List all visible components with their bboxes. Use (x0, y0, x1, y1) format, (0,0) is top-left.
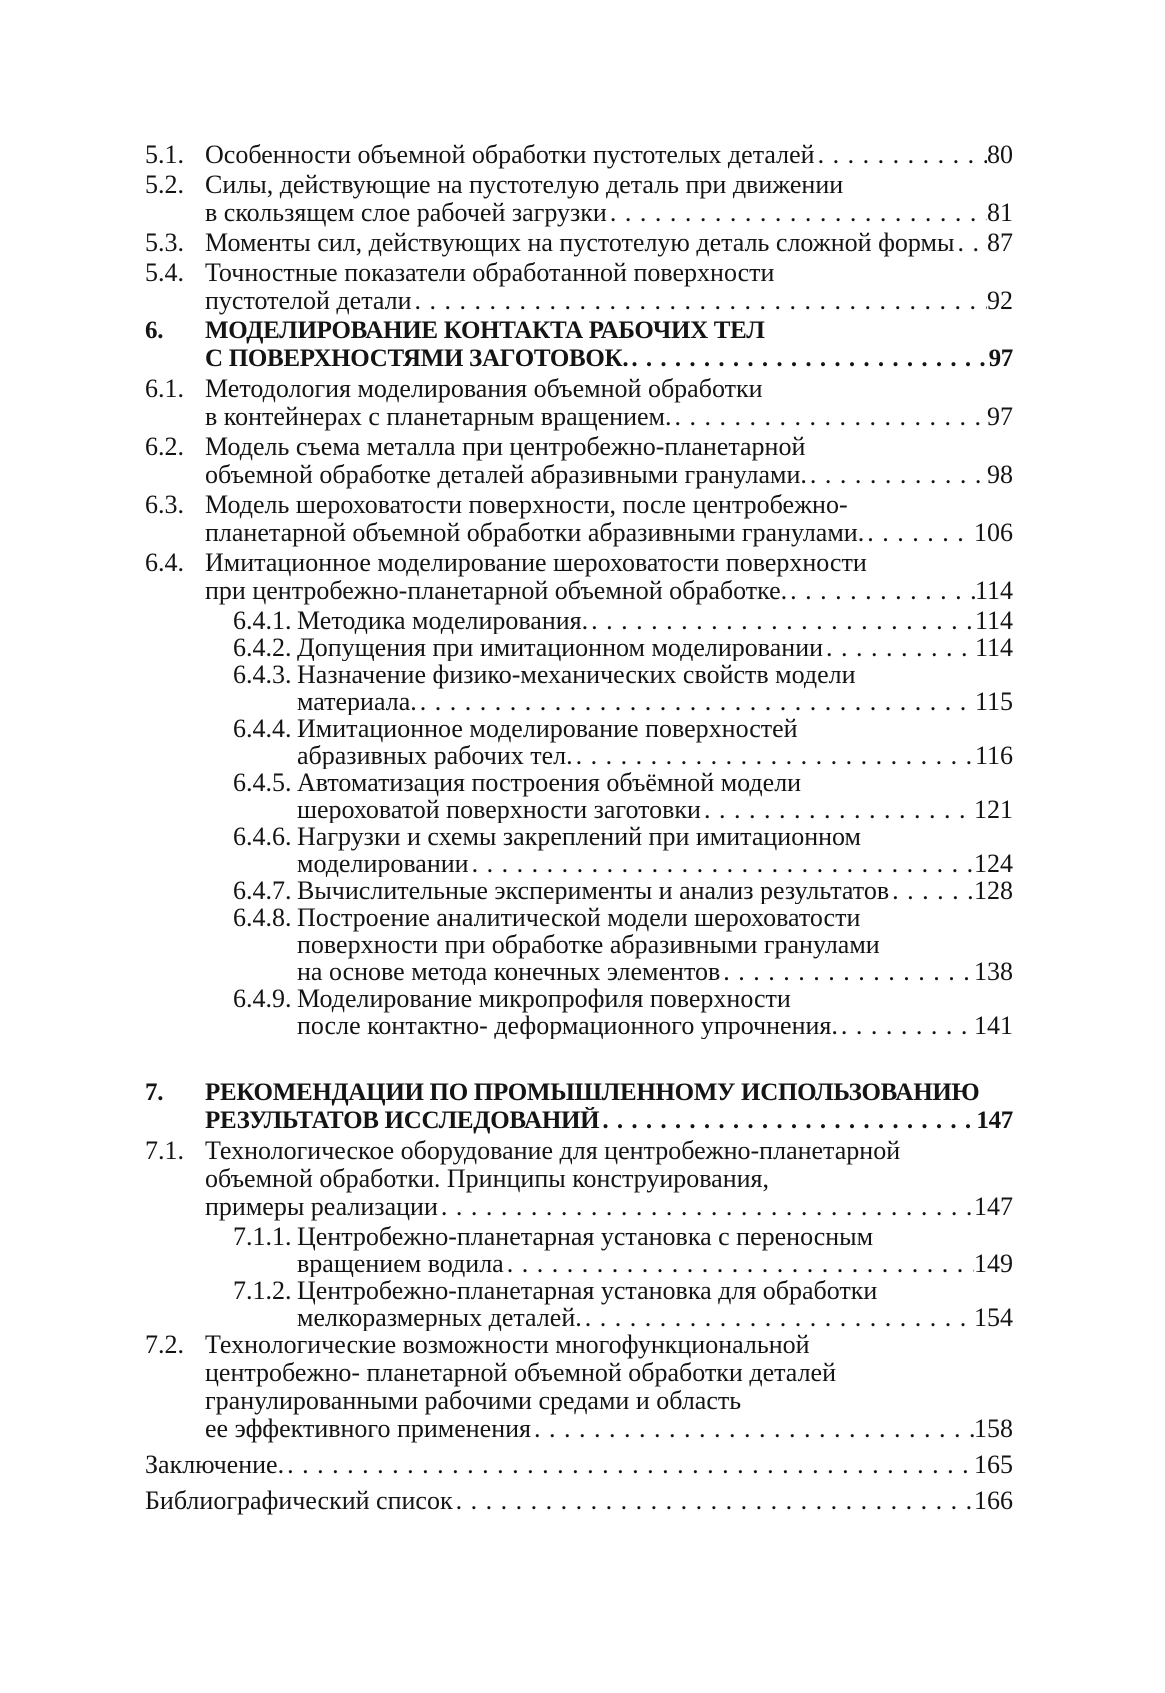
toc-page-number: 124 (974, 850, 1013, 877)
toc-entry-number: 6.4.6. (233, 822, 292, 851)
toc-entry (145, 171, 1013, 227)
toc-entry-title-line (297, 958, 1013, 985)
toc-entry-number: 6.3. (145, 490, 184, 519)
dot-leader (672, 403, 988, 431)
dot-leader (720, 958, 974, 985)
toc-entry-number: 6.4.8. (233, 903, 292, 932)
toc-entry-body (297, 1277, 1013, 1331)
toc-entry-number: 6.2. (145, 432, 184, 461)
toc-entry-title-line (297, 634, 1013, 661)
toc-entry-number: 6.4.2. (233, 633, 292, 662)
toc-entry-body (297, 904, 1013, 985)
toc-entry (145, 1277, 1013, 1331)
toc-page-number: 80 (987, 141, 1013, 169)
dot-leader (815, 141, 987, 169)
toc-page-number: 154 (974, 1304, 1013, 1331)
toc-entry-body (297, 823, 1013, 877)
toc-entry-title-line: гранулированными рабочими средами и область (205, 1386, 742, 1415)
toc-entry-title-line: Нагрузки и схемы закреплений при имитационном (297, 822, 861, 851)
toc-entry-title-line: Центробежно-планетарная установка с переносным (297, 1222, 874, 1251)
toc-entry-number: 6.4.5. (233, 768, 292, 797)
toc-entry-title-line: Модель съема металла при центробежно-планетарной (205, 432, 806, 461)
toc-entry-number: 6.4.9. (233, 984, 292, 1013)
toc-entry-body (205, 549, 1013, 605)
toc-entry-title-text: абразивных рабочих тел. (297, 742, 573, 769)
toc-entry (145, 985, 1013, 1039)
toc-entry-number: 7.1.2. (233, 1276, 292, 1305)
toc-entry-number: 6.1. (145, 374, 184, 403)
toc-page-number: 149 (974, 1250, 1013, 1277)
toc-entry-number: 5.4. (145, 258, 184, 287)
toc-entry-title-text: материала. (297, 688, 417, 715)
toc-entry-title-line: Точностные показатели обработанной поверхности (205, 258, 775, 287)
toc-entry-title-text: Библиографический список (145, 1487, 453, 1515)
toc-entry-title-line (205, 287, 1013, 315)
dot-leader (864, 519, 974, 547)
toc-entry-title-text: в скользящем слое рабочей загрузки (205, 199, 607, 227)
toc-entry-title-line (297, 877, 1013, 904)
toc-entry-title-line (297, 796, 1013, 823)
toc-entry-number: 6.4.1. (233, 606, 292, 635)
toc-entry-title-line (205, 461, 1013, 489)
toc-page-number: 128 (974, 877, 1013, 904)
toc-entry-title-line: Технологическое оборудование для центробежно-планетарной (205, 1136, 901, 1165)
toc-entry-number: 5.3. (145, 228, 184, 257)
toc-entry-title-line: Силы, действующие на пустотелую деталь при движении (205, 170, 844, 199)
toc-entry (145, 433, 1013, 489)
toc-entry (145, 141, 1013, 169)
toc-entry (145, 1451, 1013, 1479)
toc-entry-title-line (297, 1012, 1013, 1039)
toc-entry-title-text: Особенности объемной обработки пустотелых деталей (205, 141, 815, 169)
toc-page-number: 121 (974, 796, 1013, 823)
toc-page-number: 115 (974, 688, 1013, 715)
dot-leader (469, 850, 974, 877)
toc-entry-title-line (297, 688, 1013, 715)
toc-entry (145, 1223, 1013, 1277)
toc-entry (145, 1079, 1013, 1135)
toc-entry (145, 375, 1013, 431)
toc-entry-body (205, 491, 1013, 547)
toc-entry (145, 549, 1013, 605)
toc-entry (145, 1487, 1013, 1515)
dot-leader (607, 199, 987, 227)
toc-entry (145, 491, 1013, 547)
toc-entry-number: 6.4.4. (233, 714, 292, 743)
dot-leader (807, 461, 987, 489)
toc-entry-title-line: Автоматизация построения объёмной модели (297, 768, 802, 797)
toc-entry-body (205, 433, 1013, 489)
toc-entry-title-text: примеры реализации (205, 1193, 438, 1221)
toc-entry-title-text: планетарной объемной обработки абразивными гранулами. (205, 519, 865, 547)
toc-entry-body (205, 1079, 1013, 1135)
toc-entry (145, 769, 1013, 823)
dot-leader (599, 1107, 976, 1135)
dot-leader (889, 877, 974, 904)
dot-leader (823, 634, 975, 661)
dot-leader (838, 1012, 974, 1039)
toc-entry (145, 715, 1013, 769)
dot-leader (531, 1415, 974, 1443)
toc-entry-body (205, 375, 1013, 431)
toc-entry-body (145, 1451, 1013, 1479)
toc-entry-title-text: РЕЗУЛЬТАТОВ ИССЛЕДОВАНИЙ (205, 1107, 600, 1134)
toc-entry (145, 661, 1013, 715)
toc-entry-title-text: Моменты сил, действующих на пустотелую деталь сложной формы (205, 229, 955, 257)
toc-entry-title-text: моделировании (297, 850, 469, 877)
toc-entry-title-line: Имитационное моделирование поверхностей (297, 714, 798, 743)
toc-entry-number: 6. (145, 317, 164, 344)
toc-entry-title-line: центробежно- планетарной объемной обработки деталей (205, 1358, 836, 1387)
toc-entry-title-line: Методология моделирования объемной обработки (205, 374, 763, 403)
toc-entry-title-line (297, 850, 1013, 877)
toc-entry-title-line (297, 1304, 1013, 1331)
table-of-contents (145, 141, 1013, 1515)
toc-page-number: 114 (974, 634, 1013, 661)
toc-entry-body (205, 229, 1013, 257)
dot-leader (453, 1487, 974, 1515)
toc-entry-title-text: после контактно- деформационного упрочнения. (297, 1012, 838, 1039)
dot-leader (954, 229, 987, 257)
toc-entry-body (205, 1137, 1013, 1221)
toc-entry-body (297, 634, 1013, 661)
toc-entry-title-text: Вычислительные эксперименты и анализ результатов (297, 877, 890, 904)
toc-entry-title-line: Имитационное моделирование шероховатости поверхности (205, 548, 867, 577)
toc-entry-title-line: Построение аналитической модели шероховатости (297, 903, 861, 932)
toc-entry-body (297, 715, 1013, 769)
toc-page-number: 158 (974, 1415, 1013, 1443)
toc-entry-body (205, 317, 1013, 373)
dot-leader (588, 607, 975, 634)
toc-page-number: 87 (987, 229, 1013, 257)
toc-page-number: 147 (976, 1107, 1013, 1134)
toc-entry-body (297, 607, 1013, 634)
dot-leader (284, 1451, 974, 1479)
dot-leader (628, 345, 988, 373)
toc-entry-body (297, 985, 1013, 1039)
toc-entry-number: 7.1. (145, 1136, 184, 1165)
toc-entry-number: 6.4. (145, 548, 184, 577)
toc-entry-body (205, 141, 1013, 169)
toc-entry-title-line: поверхности при обработке абразивными гранулами (297, 930, 880, 959)
toc-page-number: 81 (987, 199, 1013, 227)
toc-entry-body (205, 171, 1013, 227)
toc-entry-title-line (205, 577, 1013, 605)
toc-entry-title-line (205, 1107, 1013, 1135)
toc-entry-body (297, 1223, 1013, 1277)
toc-page-number: 92 (987, 287, 1013, 315)
toc-entry (145, 823, 1013, 877)
toc-entry-title-line: Центробежно-планетарная установка для обработки (297, 1276, 878, 1305)
toc-entry (145, 607, 1013, 634)
toc-entry-number: 5.1. (145, 140, 184, 169)
toc-entry-title-line (205, 519, 1013, 547)
dot-leader (582, 1304, 974, 1331)
toc-entry-title-text: ее эффективного применения (205, 1415, 532, 1443)
toc-entry-body (297, 769, 1013, 823)
toc-page-number: 166 (974, 1487, 1013, 1515)
toc-entry-title-line (205, 141, 1013, 169)
toc-entry-title-line (297, 1250, 1013, 1277)
toc-entry-body (145, 1487, 1013, 1515)
toc-entry-body (297, 661, 1013, 715)
toc-entry-title-text: вращением водила (297, 1250, 504, 1277)
toc-page-number: 106 (974, 519, 1013, 547)
dot-leader (438, 1193, 974, 1221)
toc-entry-title-line (297, 607, 1013, 634)
toc-page-number: 165 (974, 1451, 1013, 1479)
toc-entry-body (205, 1331, 1013, 1443)
toc-entry-title-line: МОДЕЛИРОВАНИЕ КОНТАКТА РАБОЧИХ ТЕЛ (205, 317, 765, 344)
toc-entry-title-line: Назначение физико-механических свойств модели (297, 660, 856, 689)
toc-entry-title-text: шероховатой поверхности заготовки (297, 796, 701, 823)
toc-entry-number: 6.4.7. (233, 876, 292, 905)
toc-entry-number: 7. (145, 1079, 164, 1106)
toc-entry-title-line: объемной обработки. Принципы конструирования, (205, 1164, 770, 1193)
toc-entry-title-line: Моделирование микропрофиля поверхности (297, 984, 791, 1013)
toc-entry-title-line (145, 1451, 1013, 1479)
toc-entry-title-text: в контейнерах с планетарным вращением. (205, 403, 672, 431)
toc-entry-title-line: Технологические возможности многофункциональной (205, 1330, 810, 1359)
dot-leader (701, 796, 974, 823)
dot-leader (573, 742, 975, 769)
toc-page-number: 97 (988, 345, 1013, 372)
toc-entry-title-text: С ПОВЕРХНОСТЯМИ ЗАГОТОВОК. (205, 345, 629, 372)
toc-entry-title-text: Заключение. (145, 1451, 285, 1479)
toc-page-number: 97 (987, 403, 1013, 431)
toc-entry-title-text: Методика моделирования. (297, 607, 589, 634)
toc-entry-title-text: при центробежно-планетарной объемной обработке. (205, 577, 788, 605)
dot-leader (504, 1250, 974, 1277)
toc-entry-number: 7.1.1. (233, 1222, 292, 1251)
toc-entry-title-text: объемной обработке деталей абразивными гранулами. (205, 461, 807, 489)
toc-entry-title-text: пустотелой детали (205, 287, 412, 315)
toc-entry-title-line (145, 1487, 1013, 1515)
toc-entry-number: 5.2. (145, 170, 184, 199)
toc-page-number: 116 (974, 742, 1013, 769)
toc-entry-body (297, 877, 1013, 904)
toc-entry-title-line (205, 229, 1013, 257)
toc-entry-body (205, 259, 1013, 315)
toc-entry-title-line (205, 1415, 1013, 1443)
toc-entry-title-line: Модель шероховатости поверхности, после центробежно- (205, 490, 848, 519)
dot-leader (412, 287, 987, 315)
toc-entry (145, 259, 1013, 315)
toc-entry-title-line (205, 403, 1013, 431)
toc-entry-title-line (205, 1193, 1013, 1221)
toc-entry (145, 317, 1013, 373)
toc-entry (145, 1137, 1013, 1221)
toc-entry-title-text: Допущения при имитационном моделировании (297, 634, 824, 661)
toc-entry-title-text: мелкоразмерных деталей. (297, 1304, 582, 1331)
toc-entry (145, 1331, 1013, 1443)
toc-entry-title-text: на основе метода конечных элементов (297, 958, 721, 985)
dot-leader (417, 688, 975, 715)
toc-page-number: 114 (974, 607, 1013, 634)
toc-entry (145, 634, 1013, 661)
toc-entry-title-line (205, 345, 1013, 373)
toc-page-number: 98 (987, 461, 1013, 489)
toc-entry-number: 6.4.3. (233, 660, 292, 689)
toc-entry-title-line: РЕКОМЕНДАЦИИ ПО ПРОМЫШЛЕННОМУ ИСПОЛЬЗОВАНИЮ (205, 1079, 980, 1106)
toc-entry-number: 7.2. (145, 1330, 184, 1359)
toc-entry (145, 229, 1013, 257)
toc-page-number: 114 (974, 577, 1013, 605)
toc-page-number: 138 (974, 958, 1013, 985)
toc-entry (145, 904, 1013, 985)
toc-entry (145, 877, 1013, 904)
toc-page-number: 141 (974, 1012, 1013, 1039)
dot-leader (787, 577, 975, 605)
toc-entry-title-line (297, 742, 1013, 769)
toc-entry-title-line (205, 199, 1013, 227)
toc-page-number: 147 (974, 1193, 1013, 1221)
